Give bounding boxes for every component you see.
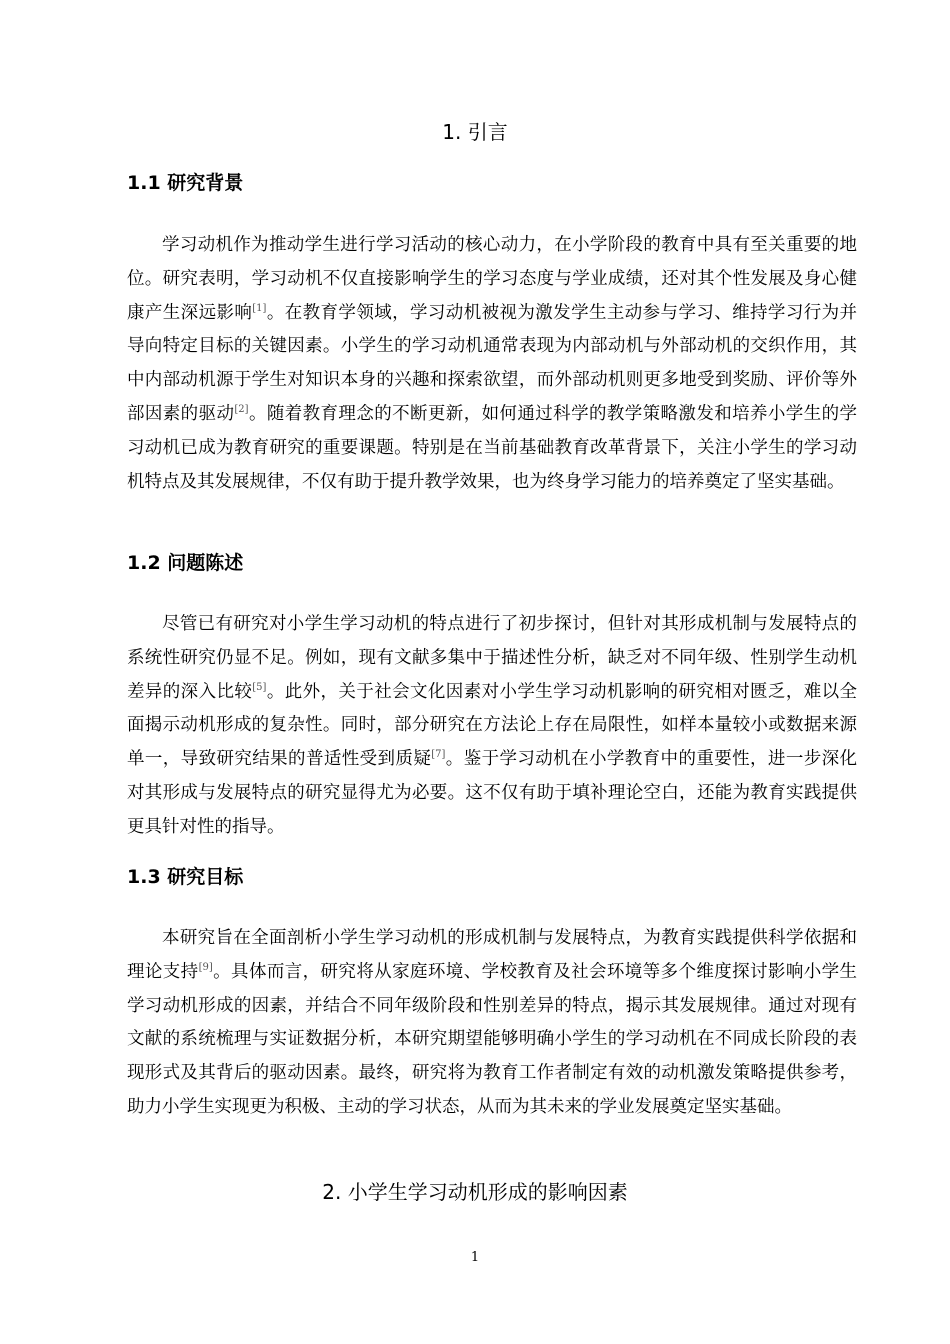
page-number: 1	[470, 1250, 480, 1265]
paragraph-text: 。随着教育理念的不断更新，如何通过科学的教学策略激发和培养小学生的学习动机已成为教育研究的重要课题。特别是在当前基础教育改革背景下，关注小学生的学习动机特点及其发展规律，不仅有助于提升教学效果，也为终身学习能力的培养奠定了坚实基础。	[127, 403, 857, 492]
section-1-1-heading: 1.1 研究背景	[127, 172, 244, 194]
section-1-1-paragraph	[127, 229, 857, 499]
citation-1[interactable]: [1]	[252, 302, 267, 314]
section-1-3-paragraph	[127, 922, 857, 1125]
chapter-1-title: 1. 引言	[442, 120, 508, 144]
paragraph-text: 。具体而言，研究将从家庭环境、学校教育及社会环境等多个维度探讨影响小学生学习动机形成的因素，并结合不同年级阶段和性别差异的特点，揭示其发展规律。通过对现有文献的系统梳理与实证数据分析，本研究期望能够明确小学生的学习动机在不同成长阶段的表现形式及其背后的驱动因素。最终，研究将为教育工作者制定有效的动机激发策略提供参考，助力小学生实现更为积极、主动的学习状态，从而为其未来的学业发展奠定坚实基础。	[127, 961, 858, 1117]
citation-2[interactable]: [2]	[234, 404, 249, 416]
paragraph-text: 。此外，关于社会文化因素对小学生学习动机影响的研究相对匮乏，难以全面揭示动机形成的复杂性。同时，部分研究在方法论上存在局限性，如样本量较小或数据来源单一，导致研究结果的普适性受到质疑	[127, 681, 858, 770]
paragraph-text: 。在教育学领域，学习动机被视为激发学生主动参与学习、维持学习行为并导向特定目标的关键因素。小学生的学习动机通常表现为内部动机与外部动机的交织作用，其中内部动机源于学生对知识本身的兴趣和探索欲望，而外部动机则更多地受到奖励、评价等外部因素的驱动	[127, 302, 858, 424]
paragraph-text: 学习动机作为推动学生进行学习活动的核心动力，在小学阶段的教育中具有至关重要的地位。研究表明，学习动机不仅直接影响学生的学习态度与学业成绩，还对其个性发展及身心健康产生深远影响	[127, 235, 857, 323]
citation-5[interactable]: [5]	[252, 681, 267, 693]
chapter-2-title: 2. 小学生学习动机形成的影响因素	[322, 1180, 628, 1204]
paragraph-text: 尽管已有研究对小学生学习动机的特点进行了初步探讨，但针对其形成机制与发展特点的系统性研究仍显不足。例如，现有文献多集中于描述性分析，缺乏对不同年级、性别学生动机差异的深入比较	[127, 614, 857, 702]
citation-7[interactable]: [7]	[431, 749, 446, 761]
citation-9[interactable]: [9]	[198, 961, 213, 973]
paragraph-text: 。鉴于学习动机在小学教育中的重要性，进一步深化对其形成与发展特点的研究显得尤为必要。这不仅有助于填补理论空白，还能为教育实践提供更具针对性的指导。	[127, 749, 858, 837]
paragraph-text: 本研究旨在全面剖析小学生学习动机的形成机制与发展特点，为教育实践提供科学依据和理论支持	[127, 928, 857, 982]
section-1-2-paragraph	[127, 608, 857, 845]
section-1-3-heading: 1.3 研究目标	[127, 866, 244, 888]
section-1-2-heading: 1.2 问题陈述	[127, 552, 244, 574]
